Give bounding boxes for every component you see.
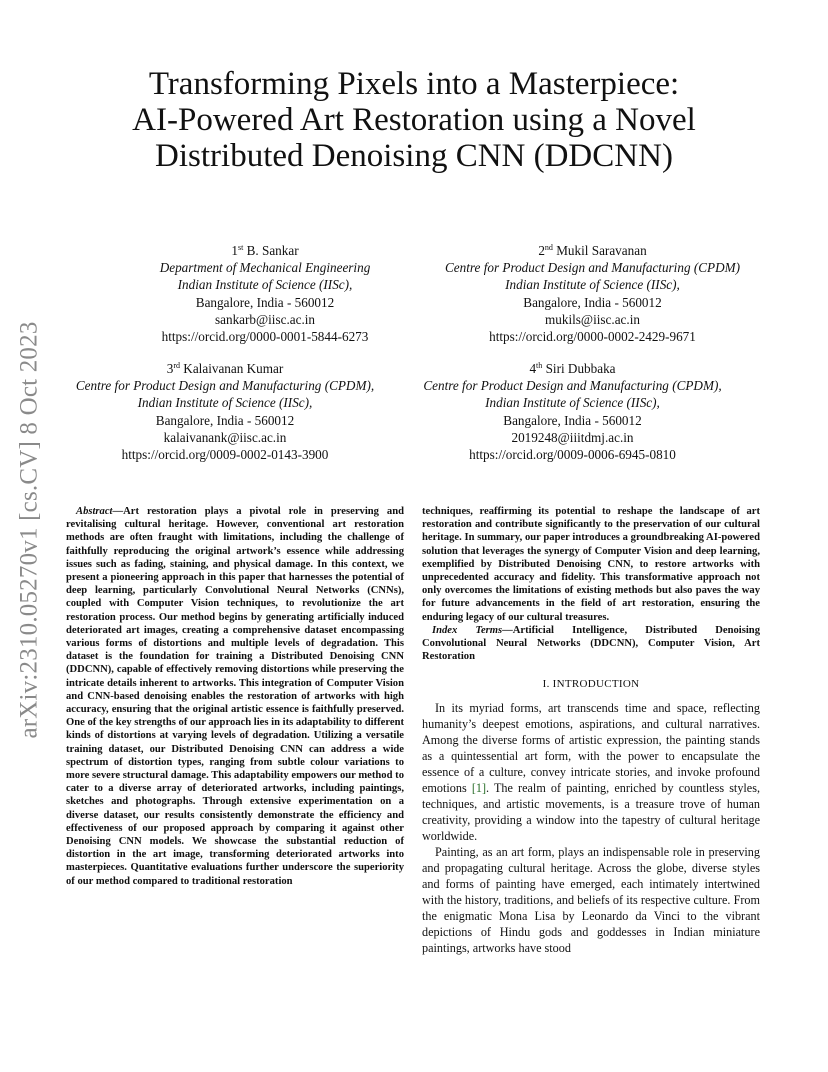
author-block-1	[115, 239, 415, 345]
index-terms: Index Terms—Artificial Intelligence, Distributed Denoising Convolutional Neural Networks (DDCNN), Computer Vision, Art Restoration	[422, 624, 760, 663]
author-email: 2019248@iiitdmj.ac.in	[511, 429, 634, 445]
author-orcid: https://orcid.org/0000-0001-5844-6273	[161, 329, 369, 345]
title-line: Distributed Denoising CNN (DDCNN)	[155, 138, 673, 174]
author-name: 3rd Kalaivanan Kumar	[166, 361, 284, 376]
author-block-2	[420, 239, 765, 345]
paper-title	[80, 66, 748, 174]
citation-link[interactable]: [1]	[471, 780, 487, 795]
left-column	[66, 505, 404, 888]
abstract-text-left: Art restoration plays a pivotal role in preserving and revitalising cultural heritage. However, conventional art restoration methods are often fraught with limitations, including the challenge of faithfully reproducing the original artwork’s essence while addressing issues such as fading, staining, and physical damage. In this context, we present a pioneering approach in this paper that harnesses the potential of deep learning, particularly Convolutional Neural Networks (CNNs), coupled with Computer Vision techniques, to revolutionize the art restoration process. Our method begins by generating artificially induced deteriorated art images, creating a comprehensive dataset encompassing various forms of distortions and multiple levels of degradation. This dataset is the foundation for training a Distributed Denoising CNN (DDCNN), capable of effectively removing distortions while preserving the intricate details inherent to artworks. This integration of Computer Vision and CNN-based denoising enables the restoration of artworks with high accuracy, ensuring that the original artistic essence is faithfully preserved. One of the key strengths of our approach lies in its adaptability to different kinds of distortions at varying levels of degradation. Utilizing a versatile training dataset, our Distributed Denoising CNN can address a wide spectrum of distortion types, ranging from subtle colour variations to more severe structural damage. This adaptability empowers our method to cater to a diverse array of deteriorated artworks, including paintings, sketches and photographs. Through extensive experimentation on a diverse dataset, our results consistently demonstrate the efficiency and effectiveness of our proposed approach by comparing it against other Denoising CNN models. We showcase the substantial reduction of distortion in the art image, transforming deteriorated artworks into masterpieces. Quantitative evaluations further underscore the superiority of our method compared to traditional restoration	[66, 506, 404, 887]
author-location: Bangalore, India - 560012	[503, 412, 642, 428]
author-email: sankarb@iisc.ac.in	[214, 311, 316, 327]
author-location: Bangalore, India - 560012	[195, 294, 335, 310]
author-location: Bangalore, India - 560012	[523, 294, 662, 310]
author-institution: Indian Institute of Science (IISc),	[485, 395, 660, 411]
author-orcid: https://orcid.org/0009-0002-0143-3900	[121, 447, 329, 463]
right-column	[422, 505, 760, 956]
author-block-3	[55, 357, 395, 463]
index-terms-text: Artificial Intelligence, Distributed Denoising Convolutional Neural Networks (DDCNN), Computer Vision, Art Restoration	[422, 624, 760, 663]
author-department: Centre for Product Design and Manufacturing (CPDM),	[75, 378, 375, 394]
author-name: 4th Siri Dubbaka	[529, 361, 616, 376]
title-line: AI-Powered Art Restoration using a Novel	[132, 102, 696, 138]
abstract: Abstract—Art restoration plays a pivotal role in preserving and revitalising cultural heritage. However, conventional art restoration methods are often fraught with limitations, including the challenge of faithfully reproducing the original artwork’s essence while addressing issues such as fading, staining, and physical damage. In this context, we present a pioneering approach in this paper that harnesses the potential of deep learning, particularly Convolutional Neural Networks (CNNs), coupled with Computer Vision techniques, to revolutionize the art restoration process. Our method begins by generating artificially induced deteriorated art images, creating a comprehensive dataset encompassing various forms of distortions and multiple levels of degradation. This dataset is the foundation for training a Distributed Denoising CNN (DDCNN), capable of effectively removing distortions while preserving the intricate details inherent to artworks. This integration of Computer Vision and CNN-based denoising enables the restoration of artworks with high accuracy, ensuring that the original artistic essence is faithfully preserved. One of the key strengths of our approach lies in its adaptability to different kinds of distortions at varying levels of degradation. Utilizing a versatile training dataset, our Distributed Denoising CNN can address a wide spectrum of distortion types, ranging from subtle colour variations to more severe structural damage. This adaptability empowers our method to cater to a diverse array of deteriorated artworks, including paintings, sketches and photographs. Through extensive experimentation on a diverse dataset, our results consistently demonstrate the efficiency and effectiveness of our proposed approach by comparing it against other Denoising CNN models. We showcase the substantial reduction of distortion in the art image, transforming deteriorated artworks into masterpieces. Quantitative evaluations further underscore the superiority of our method compared to traditional restoration	[66, 506, 404, 887]
author-location: Bangalore, India - 560012	[155, 412, 295, 428]
author-institution: Indian Institute of Science (IISc),	[177, 277, 353, 293]
author-institution: Indian Institute of Science (IISc),	[505, 277, 680, 293]
author-email: kalaivanank@iisc.ac.in	[163, 429, 287, 445]
author-institution: Indian Institute of Science (IISc),	[137, 395, 313, 411]
author-orcid: https://orcid.org/0009-0006-6945-0810	[469, 447, 676, 463]
author-orcid: https://orcid.org/0000-0002-2429-9671	[489, 329, 696, 345]
index-terms-label: Index Terms	[432, 624, 503, 636]
author-name: 1st B. Sankar	[231, 243, 299, 258]
author-name: 2nd Mukil Saravanan	[538, 243, 647, 258]
author-block-4	[400, 357, 745, 463]
arxiv-identifier-text: arXiv:2310.05270v1 [cs.CV] 8 Oct 2023	[16, 321, 44, 739]
author-department: Department of Mechanical Engineering	[159, 260, 371, 276]
arxiv-identifier-stamp	[10, 295, 50, 765]
author-email: mukils@iisc.ac.in	[545, 311, 640, 327]
title-line: Transforming Pixels into a Masterpiece:	[148, 66, 680, 102]
intro-paragraph-2: Painting, as an art form, plays an indispensable role in preserving and propagating cultural heritage. Across the globe, diverse styles and forms of painting have emerged, each intimately intertwined with the history, traditions, and beliefs of its respective culture. From the enigmatic Mona Lisa by Leonardo da Vinci to the vibrant depictions of Hindu gods and goddesses in Indian miniature paintings, artworks have stood	[422, 844, 760, 955]
abstract-continuation: techniques, reaffirming its potential to reshape the landscape of art restoration and contribute significantly to the preservation of our cultural heritage. In summary, our paper introduces a groundbreaking AI-powered solution that leverages the synergy of Computer Vision and deep learning, exemplified by Distributed Denoising CNN, to restore artworks with unprecedented accuracy and fidelity. This transformative approach not only overcomes the limitations of existing methods but also paves the way for future advancements in the field of art restoration, ensuring the enduring legacy of our cultural treasures.	[422, 506, 760, 623]
intro-paragraph-1: In its myriad forms, art transcends time and space, reflecting humanity’s deepest emotions, aspirations, and cultural narratives. Among the diverse forms of artistic expression, the painting stands as a quintessential art form, with the power to encapsulate the essence of a culture, convey intricate stories, and invoke profound emotions [1]. The realm of painting, enriched by countless styles, techniques, and artistic movements, is a treasure trove of human creativity, providing a window into the tapestry of cultural heritage worldwide.	[422, 700, 760, 843]
author-department: Centre for Product Design and Manufacturing (CPDM),	[423, 378, 722, 394]
section-heading-introduction: I. INTRODUCTION	[542, 678, 640, 691]
abstract-label: Abstract	[76, 506, 113, 517]
author-department: Centre for Product Design and Manufacturing (CPDM)	[445, 260, 740, 276]
